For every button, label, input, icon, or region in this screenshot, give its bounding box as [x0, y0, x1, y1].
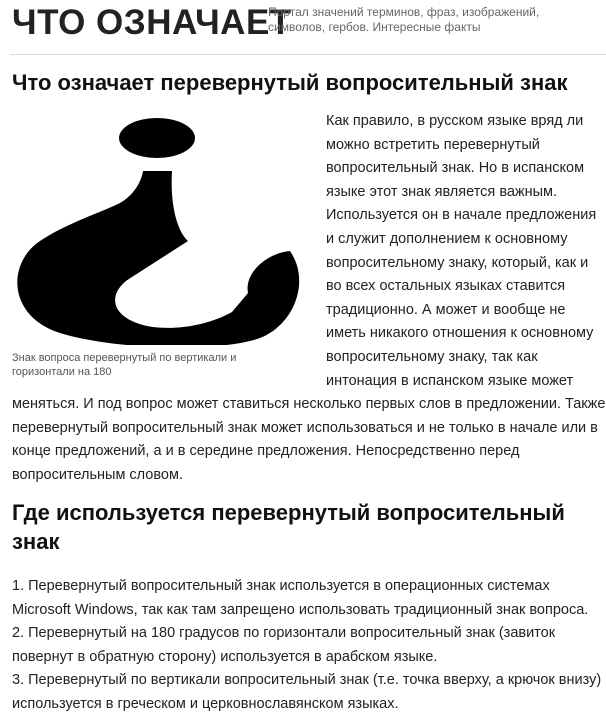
site-tagline: Портал значений терминов, фраз, изображений, символов, гербов. Интересные факты	[268, 5, 540, 34]
figure-caption: Знак вопроса перевернутый по вертикали и горизонтали на 180	[12, 352, 237, 378]
article-figure	[12, 113, 312, 379]
inverted-question-mark-image	[12, 113, 312, 345]
site-header	[0, 0, 606, 52]
section-title: Где используется перевернутый вопросительный знак	[12, 500, 565, 554]
site-logo[interactable]: ЧТО ОЗНАЧАЕТ	[12, 3, 292, 42]
list-item: 1. Перевернутый вопросительный знак используется в операционных системах Microsoft Windows, так как там запрещено использовать традиционный знак вопроса.	[12, 578, 589, 618]
article-title: Что означает перевернутый вопросительный знак	[12, 70, 568, 95]
list-item: 2. Перевернутый на 180 градусов по горизонтали вопросительный знак (завиток повернут в обратную сторону) используется в арабском языке.	[12, 625, 556, 665]
question-mark-dot	[119, 118, 195, 158]
list-item: 3. Перевернутый по вертикали вопросительный знак (т.е. точка вверху, а крючок внизу) используется в греческом и церковнославянском языках.	[12, 672, 602, 712]
usage-list	[12, 575, 606, 717]
header-divider	[10, 54, 606, 55]
question-mark-hook	[17, 171, 299, 345]
intro-text: Как правило, в русском языке вряд ли можно встретить перевернутый вопросительный знак. Но в испанском языке этот знак является важным. Используется он в начале предложения и служит дополнением к основному вопросительному знаку, который, как и во всех остальных языках ставится традиционно. А может и вообще не иметь никакого отношения к основному вопросительному знаку, так как интонация в испанском языке может меняться. И под вопрос может ставиться несколько первых слов в предложении. Также перевернутый вопросительный знак может использоваться и не только в начале или в конце предложений, а и в середине предложения. Непосредственно перед вопросительным словом.	[12, 113, 606, 483]
